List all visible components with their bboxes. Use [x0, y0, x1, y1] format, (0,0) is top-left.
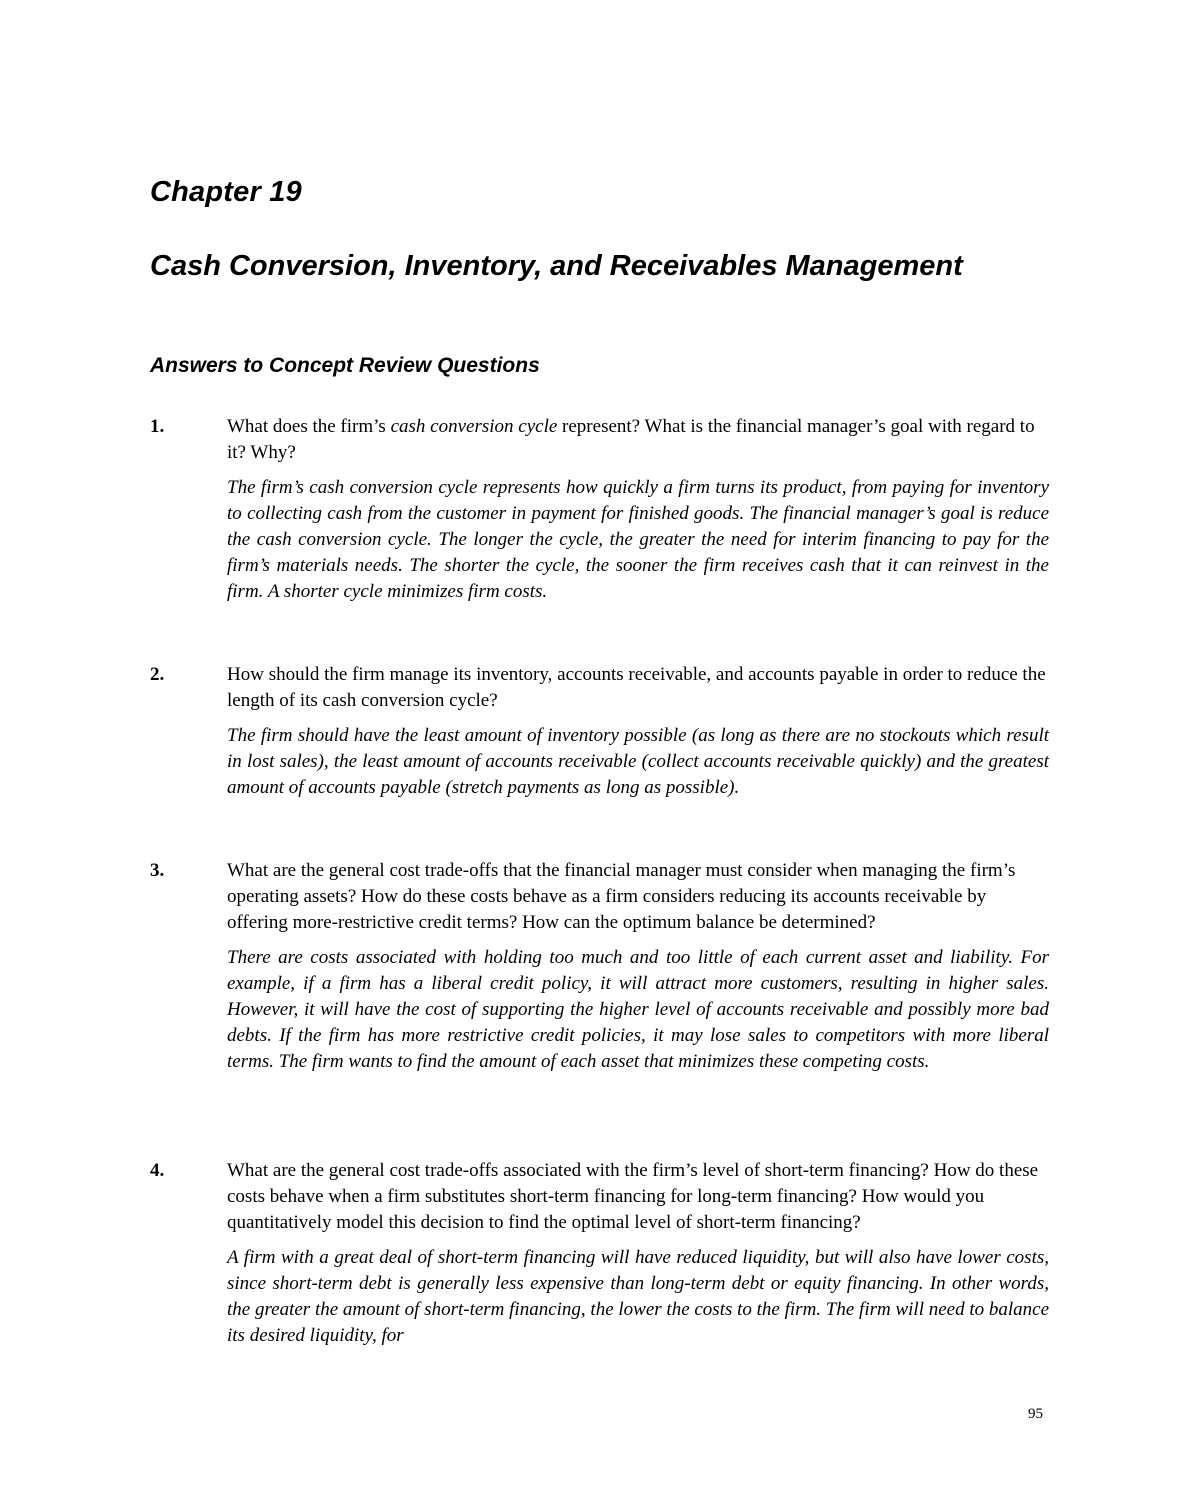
question-text: What are the general cost trade-offs that the financial manager must consider when managing the firm’s operating assets? How do these costs behave as a firm considers reducing its accounts receivable by offering more-restrictive credit terms? How can the optimum balance be determined? — [227, 860, 1016, 933]
question-text: What does the firm’s cash conversion cycle represent? What is the financial manager’s goal with regard to it? Why? — [227, 416, 1035, 463]
question-number: 3. — [150, 860, 165, 881]
question-item-4 — [150, 1158, 1055, 1349]
answer-text: There are costs associated with holding too much and too little of each current asset and liability. For example, if a firm has a liberal credit policy, it will attract more customers, resulting in higher sales. However, it will have the cost of supporting the higher level of accounts receivable and possibly more bad debts. If the firm has more restrictive credit policies, it may lose sales to competitors with more liberal terms. The firm wants to find the amount of each asset that minimizes these competing costs. — [227, 947, 1049, 1072]
question-text: How should the firm manage its inventory, accounts receivable, and accounts payable in order to reduce the length of its cash conversion cycle? — [227, 664, 1046, 711]
question-number: 1. — [150, 416, 165, 437]
chapter-heading: Chapter 19 — [150, 176, 302, 208]
answer-text: The firm’s cash conversion cycle represents how quickly a firm turns its product, from paying for inventory to collecting cash from the customer in payment for finished goods. The financial manager’s goal is reduce the cash conversion cycle. The longer the cycle, the greater the need for interim financing to pay for the firm’s materials needs. The shorter the cycle, the sooner the firm receives cash that it can reinvest in the firm. A shorter cycle minimizes firm costs. — [227, 477, 1049, 602]
question-emphasis: cash conversion cycle — [390, 416, 558, 437]
question-text: What are the general cost trade-offs associated with the firm’s level of short-term financing? How do these costs behave when a firm substitutes short-term financing for long-term financing? How would you quantitatively model this decision to find the optimal level of short-term financing? — [227, 1160, 1039, 1233]
question-item-3 — [150, 858, 1055, 1075]
answer-text: A firm with a great deal of short-term financing will have reduced liquidity, but will also have lower costs, since short-term debt is generally less expensive than long-term debt or equity financing. In other words, the greater the amount of short-term financing, the lower the costs to the firm. The firm will need to balance its desired liquidity, for — [227, 1247, 1050, 1346]
question-number: 4. — [150, 1160, 165, 1181]
question-item-1 — [150, 414, 1055, 605]
question-number: 2. — [150, 664, 165, 685]
section-heading: Answers to Concept Review Questions — [150, 354, 540, 377]
page-number: 95 — [1028, 1406, 1043, 1422]
answer-text: The firm should have the least amount of inventory possible (as long as there are no stockouts which result in lost sales), the least amount of accounts receivable (collect accounts receivable quickly) and the greatest amount of accounts payable (stretch payments as long as possible). — [227, 725, 1049, 798]
chapter-title: Cash Conversion, Inventory, and Receivables Management — [150, 250, 963, 282]
question-item-2 — [150, 662, 1055, 801]
